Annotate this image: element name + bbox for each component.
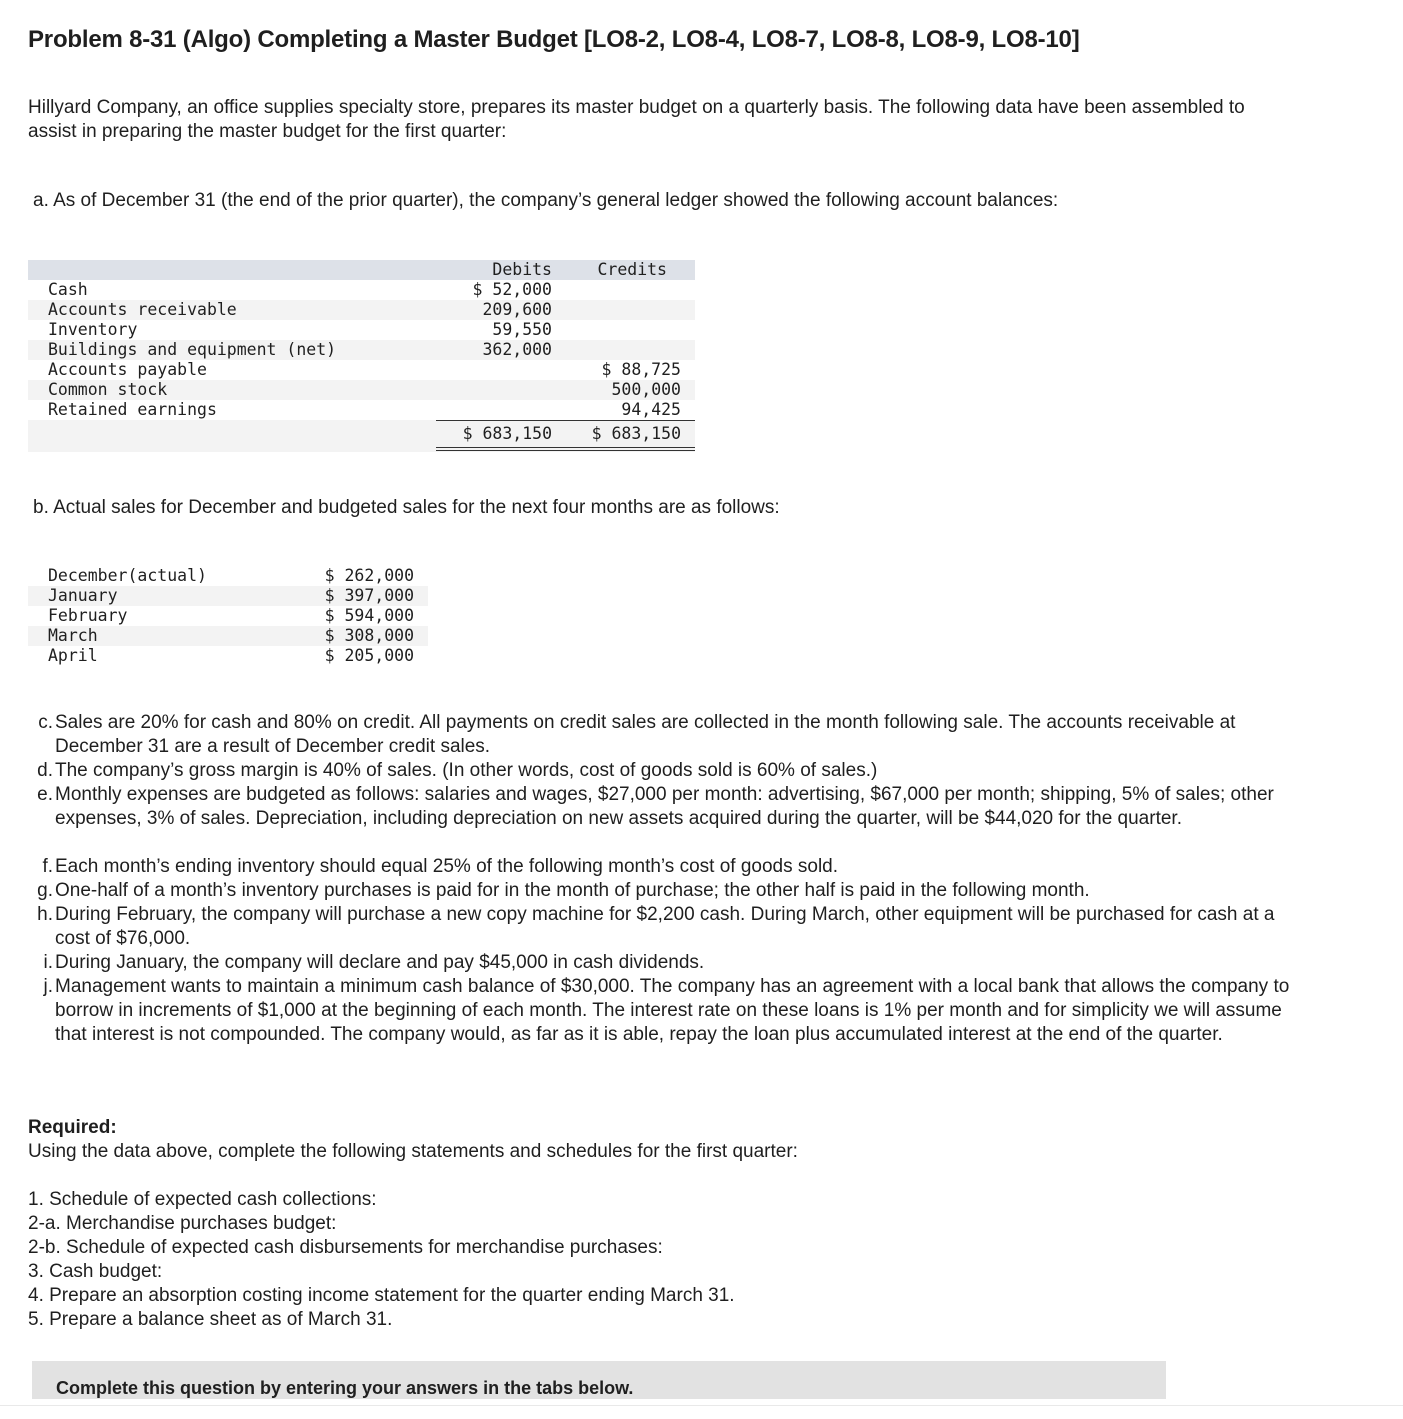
sales-month: March: [48, 626, 98, 645]
sales-table: [28, 566, 428, 668]
item-text: Monthly expenses are budgeted as follows: salaries and wages, $27,000 per month: advertising, $67,000 per month; shipping, 5% of sales; other expenses, 3% of sales. Depreciation, including depreciation on new assets acquired during the quarter, will be $44,020 for the quarter.: [55, 784, 1274, 829]
list-item-f: [33, 855, 1293, 879]
item-a-text: a. As of December 31 (the end of the prior quarter), the company’s general ledger showed the following account balances:: [33, 190, 1059, 211]
banner-instruction: Complete this question by entering your answers in the tabs below.: [56, 1378, 634, 1398]
item-text: Management wants to maintain a minimum cash balance of $30,000. The company has an agreement with a local bank that allows the company to borrow in increments of $1,000 at the beginning of each month. The interest rate on these loans is 1% per month and for simplicity we will assume that interest is not compounded. The company would, as far as it is able, repay the loan plus accumulated interest at the end of the quarter.: [55, 976, 1290, 1045]
list-item-h: [33, 903, 1293, 951]
item-b-text: b. Actual sales for December and budgeted sales for the next four months are as follows:: [33, 497, 780, 518]
required-item: 5. Prepare a balance sheet as of March 31.: [28, 1309, 393, 1330]
total-double-rule: [436, 447, 695, 448]
ledger-total-credit: $ 683,150: [591, 424, 681, 443]
ledger-debit: 362,000: [482, 340, 552, 359]
item-label: h.: [37, 904, 53, 925]
ledger-credit: 500,000: [611, 380, 681, 399]
ledger-account: Accounts receivable: [48, 300, 237, 319]
list-item-g: [33, 879, 1293, 903]
item-text: One-half of a month’s inventory purchases is paid for in the month of purchase; the other half is paid in the following month.: [55, 880, 1090, 901]
ledger-table: [28, 260, 695, 452]
list-item-j: [33, 975, 1293, 1047]
sales-month: January: [48, 586, 118, 605]
ledger-debit: 59,550: [492, 320, 552, 339]
ledger-account: Inventory: [48, 320, 138, 339]
sales-row: [28, 626, 428, 646]
sales-row: [28, 566, 428, 586]
required-intro: Using the data above, complete the following statements and schedules for the first quarter:: [28, 1141, 798, 1162]
ledger-debit: 209,600: [482, 300, 552, 319]
item-label: e.: [37, 784, 53, 805]
sales-amount: $ 594,000: [324, 606, 414, 625]
ledger-account: Cash: [48, 280, 88, 299]
list-item-e: [33, 783, 1293, 831]
divider: [0, 1405, 1403, 1406]
list-item-i: [33, 951, 1293, 975]
sales-month: December(actual): [48, 566, 207, 585]
subtotal-rule: [436, 420, 695, 421]
required-item: 3. Cash budget:: [28, 1261, 163, 1282]
sales-row: [28, 586, 428, 606]
debits-header: Debits: [492, 260, 552, 279]
ledger-credit: 94,425: [621, 400, 681, 419]
page-title: Problem 8-31 (Algo) Completing a Master Budget [LO8-2, LO8-4, LO8-7, LO8-8, LO8-9, LO8-10]: [28, 26, 1080, 53]
item-label: g.: [37, 880, 53, 901]
item-label: i.: [43, 952, 53, 973]
item-text: Each month’s ending inventory should equal 25% of the following month’s cost of goods sold.: [55, 856, 839, 877]
sales-amount: $ 262,000: [324, 566, 414, 585]
ledger-account: Buildings and equipment (net): [48, 340, 337, 359]
item-text: Sales are 20% for cash and 80% on credit. All payments on credit sales are collected in the month following sale. The accounts receivable at December 31 are a result of December credit sales.: [55, 712, 1236, 757]
intro-paragraph: Hillyard Company, an office supplies specialty store, prepares its master budget on a quarterly basis. The following data have been assembled to assist in preparing the master budget for the first quarter:: [28, 97, 1245, 142]
list-item-c: [33, 711, 1293, 759]
item-label: f.: [42, 856, 53, 877]
credits-header: Credits: [597, 260, 667, 279]
item-label: c.: [38, 712, 53, 733]
ledger-header-band: [28, 260, 695, 280]
item-label: d.: [37, 760, 53, 781]
ledger-account: Retained earnings: [48, 400, 217, 419]
sales-amount: $ 205,000: [324, 646, 414, 665]
sales-amount: $ 397,000: [324, 586, 414, 605]
item-text: During January, the company will declare and pay $45,000 in cash dividends.: [55, 952, 705, 973]
item-label: j.: [43, 976, 53, 997]
required-heading: Required:: [28, 1117, 117, 1138]
required-item: 2-a. Merchandise purchases budget:: [28, 1213, 337, 1234]
required-item: 2-b. Schedule of expected cash disbursements for merchandise purchases:: [28, 1237, 663, 1258]
ledger-total-debit: $ 683,150: [462, 424, 552, 443]
ledger-debit: $ 52,000: [472, 280, 552, 299]
required-item: 1. Schedule of expected cash collections:: [28, 1189, 377, 1210]
sales-amount: $ 308,000: [324, 626, 414, 645]
item-text: The company’s gross margin is 40% of sales. (In other words, cost of goods sold is 60% of sales.): [55, 760, 878, 781]
list-item-d: [33, 759, 1293, 783]
required-item: 4. Prepare an absorption costing income statement for the quarter ending March 31.: [28, 1285, 735, 1306]
ledger-account: Accounts payable: [48, 360, 207, 379]
sales-month: February: [48, 606, 128, 625]
sales-month: April: [48, 646, 98, 665]
ledger-credit: $ 88,725: [601, 360, 681, 379]
item-text: During February, the company will purchase a new copy machine for $2,200 cash. During March, other equipment will be purchased for cash at a cost of $76,000.: [55, 904, 1275, 949]
answer-tabs-banner: [32, 1361, 1166, 1399]
ledger-account: Common stock: [48, 380, 168, 399]
sales-row: [28, 646, 428, 666]
sales-row: [28, 606, 428, 626]
